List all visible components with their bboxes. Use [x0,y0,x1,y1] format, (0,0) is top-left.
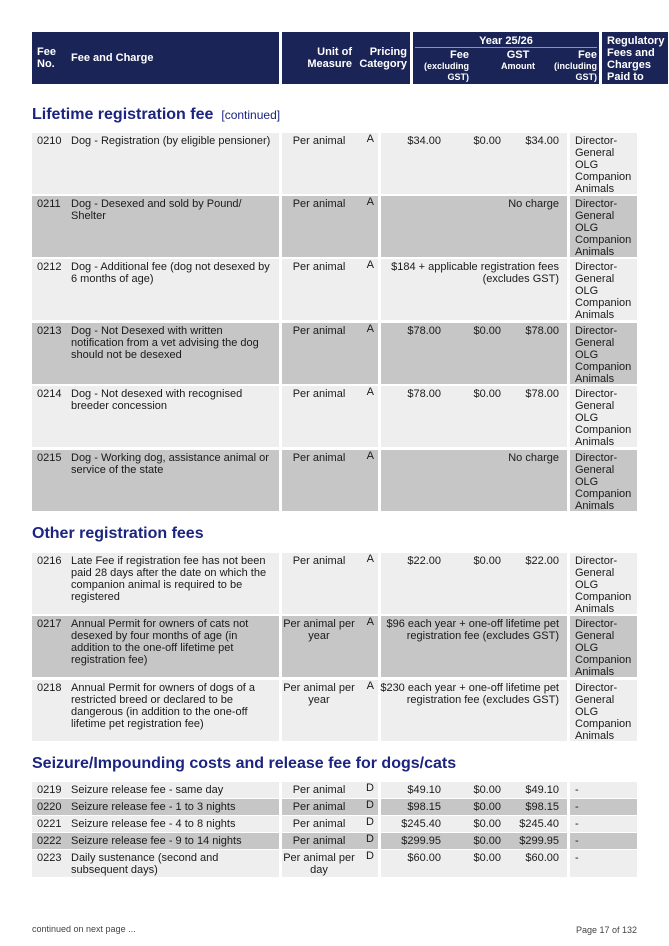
section-title: Seizure/Impounding costs and release fee for dogs/cats [32,755,457,772]
gst-amount: $0.00 [473,325,501,337]
regulatory-paid-to: Director-General OLG Companion Animals [570,553,637,614]
fee-number: 0220 [32,799,65,815]
pricing-category: A [366,553,374,565]
regulatory-paid-to: - [570,816,637,832]
fee-number: 0221 [32,816,65,832]
fee-incl-gst: $98.15 [525,801,559,813]
gst-amount: $0.00 [473,388,501,400]
regulatory-paid-to: Director-General OLG Companion Animals [570,680,637,741]
header-fee-no: Fee No. [32,32,65,84]
fee-incl-gst: $78.00 [525,325,559,337]
table-row [32,850,637,877]
fee-name: Annual Permit for owners of cats not desexed by four months of age (in addition to the one-off lifetime pet registration fee) [65,616,279,677]
fee-cell [381,850,567,877]
table-row [32,799,637,815]
header-fee-excl: Fee (excluding GST) [423,49,469,82]
table-row [32,816,637,832]
fee-excl-gst: $49.10 [407,784,441,796]
pricing-category: A [366,133,374,145]
table-row [32,386,637,447]
unit-of-measure: Per animal [292,135,346,147]
regulatory-paid-to: Director-General OLG Companion Animals [570,323,637,384]
fee-name: Dog - Not Desexed with written notification from a vet advising the dog should not be desexed [65,323,279,384]
fee-name: Dog - Desexed and sold by Pound/ Shelter [65,196,279,257]
header-unit-of-measure: Unit of Measure [282,32,356,84]
fee-incl-gst: $22.00 [525,555,559,567]
pricing-category: A [366,323,374,335]
header-regulatory: Regulatory Fees and Charges Paid to [602,32,668,84]
pricing-category: A [366,196,374,208]
fee-excl-gst: $34.00 [407,135,441,147]
pricing-category: D [366,816,374,828]
footer-continued: continued on next page ... [32,924,136,934]
fee-name: Seizure release fee - 9 to 14 nights [65,833,279,849]
gst-amount: $0.00 [473,135,501,147]
pricing-category: D [366,799,374,811]
unit-of-measure: Per animal [292,388,346,400]
fee-cell [381,680,567,741]
regulatory-paid-to: Director-General OLG Companion Animals [570,386,637,447]
fee-cell [381,259,567,320]
fee-excl-gst: $78.00 [407,325,441,337]
fee-incl-gst: $245.40 [519,818,559,830]
fee-number: 0211 [32,196,65,257]
table-header [32,32,668,84]
fee-name: Dog - Registration (by eligible pensioner) [65,133,279,194]
fee-note: No charge [508,452,559,464]
fee-number: 0214 [32,386,65,447]
fee-name: Dog - Additional fee (dog not desexed by 6 months of age) [65,259,279,320]
pricing-category: A [366,386,374,398]
regulatory-paid-to: Director-General OLG Companion Animals [570,133,637,194]
fee-name: Seizure release fee - same day [65,782,279,798]
fee-number: 0223 [32,850,65,877]
fee-number: 0218 [32,680,65,741]
regulatory-paid-to: Director-General OLG Companion Animals [570,616,637,677]
fee-cell [381,323,567,384]
unit-of-measure: Per animal [292,835,346,847]
unit-of-measure: Per animal per year [283,618,355,642]
fee-name: Seizure release fee - 4 to 8 nights [65,816,279,832]
header-fee-incl: Fee (including GST) [554,49,597,82]
fee-number: 0213 [32,323,65,384]
fee-number: 0217 [32,616,65,677]
fee-note: $96 each year + one-off lifetime pet registration fee (excludes GST) [386,618,559,642]
fee-note: $184 + applicable registration fees (excludes GST) [391,261,559,285]
table-row [32,323,637,384]
unit-of-measure: Per animal [292,555,346,567]
fee-incl-gst: $60.00 [525,852,559,864]
table-row [32,450,637,511]
fee-cell [381,833,567,849]
table-row [32,259,637,320]
fee-cell [381,196,567,257]
header-fee-and-charge: Fee and Charge [65,32,279,84]
table-row [32,680,637,741]
header-divider [415,47,597,48]
fee-name: Daily sustenance (second and subsequent days) [65,850,279,877]
unit-of-measure: Per animal per year [283,682,355,706]
fee-name: Seizure release fee - 1 to 3 nights [65,799,279,815]
regulatory-paid-to: - [570,833,637,849]
fee-incl-gst: $299.95 [519,835,559,847]
fee-cell [381,553,567,614]
unit-of-measure: Per animal [292,801,346,813]
fee-number: 0219 [32,782,65,798]
fee-note: $230 each year + one-off lifetime pet registration fee (excludes GST) [380,682,559,706]
fee-name: Dog - Not desexed with recognised breeder concession [65,386,279,447]
gst-amount: $0.00 [473,852,501,864]
unit-of-measure: Per animal [292,198,346,210]
fee-number: 0222 [32,833,65,849]
table-row [32,196,637,257]
pricing-category: A [366,680,374,692]
pricing-category: D [366,782,374,794]
fee-excl-gst: $299.95 [401,835,441,847]
fee-incl-gst: $49.10 [525,784,559,796]
section-title: Lifetime registration fee [continued] [32,106,281,123]
fee-name: Late Fee if registration fee has not been paid 28 days after the date on which the companion animal is required to be registered [65,553,279,614]
fee-incl-gst: $78.00 [525,388,559,400]
fee-cell [381,816,567,832]
fee-excl-gst: $245.40 [401,818,441,830]
fee-excl-gst: $78.00 [407,388,441,400]
fee-excl-gst: $98.15 [407,801,441,813]
table-row [32,616,637,677]
unit-of-measure: Per animal [292,784,346,796]
unit-of-measure: Per animal [292,261,346,273]
gst-amount: $0.00 [473,835,501,847]
table-row [32,553,637,614]
regulatory-paid-to: Director-General OLG Companion Animals [570,450,637,511]
unit-of-measure: Per animal [292,325,346,337]
pricing-category: D [366,850,374,862]
gst-amount: $0.00 [473,555,501,567]
unit-of-measure: Per animal per day [283,852,355,876]
section-title: Other registration fees [32,525,204,542]
header-gst: GST Amount [501,49,535,71]
footer-page-number: Page 17 of 132 [575,925,637,935]
regulatory-paid-to: - [570,782,637,798]
fee-cell [381,386,567,447]
regulatory-paid-to: Director-General OLG Companion Animals [570,259,637,320]
gst-amount: $0.00 [473,784,501,796]
pricing-category: A [366,450,374,462]
unit-of-measure: Per animal [292,452,346,464]
fee-cell [381,782,567,798]
gst-amount: $0.00 [473,801,501,813]
fee-excl-gst: $60.00 [407,852,441,864]
pricing-category: A [366,259,374,271]
fee-number: 0212 [32,259,65,320]
fee-number: 0210 [32,133,65,194]
regulatory-paid-to: - [570,799,637,815]
header-year-group [413,32,599,84]
fee-name: Annual Permit for owners of dogs of a restricted breed or declared to be dangerous (in addition to the one-off lifetime pet registration fee) [65,680,279,741]
fee-number: 0215 [32,450,65,511]
fee-number: 0216 [32,553,65,614]
fee-cell [381,133,567,194]
fee-note: No charge [508,198,559,210]
regulatory-paid-to: Director-General OLG Companion Animals [570,196,637,257]
header-year: Year 25/26 [479,35,533,47]
table-row [32,133,637,194]
regulatory-paid-to: - [570,850,637,877]
gst-amount: $0.00 [473,818,501,830]
fee-cell [381,799,567,815]
header-pricing-category: Pricing Category [356,32,410,84]
fee-cell [381,616,567,677]
fee-name: Dog - Working dog, assistance animal or service of the state [65,450,279,511]
section-note: [continued] [221,108,281,122]
fee-incl-gst: $34.00 [525,135,559,147]
pricing-category: D [366,833,374,845]
unit-of-measure: Per animal [292,818,346,830]
fee-excl-gst: $22.00 [407,555,441,567]
fee-cell [381,450,567,511]
table-row [32,782,637,798]
table-row [32,833,637,849]
pricing-category: A [366,616,374,628]
